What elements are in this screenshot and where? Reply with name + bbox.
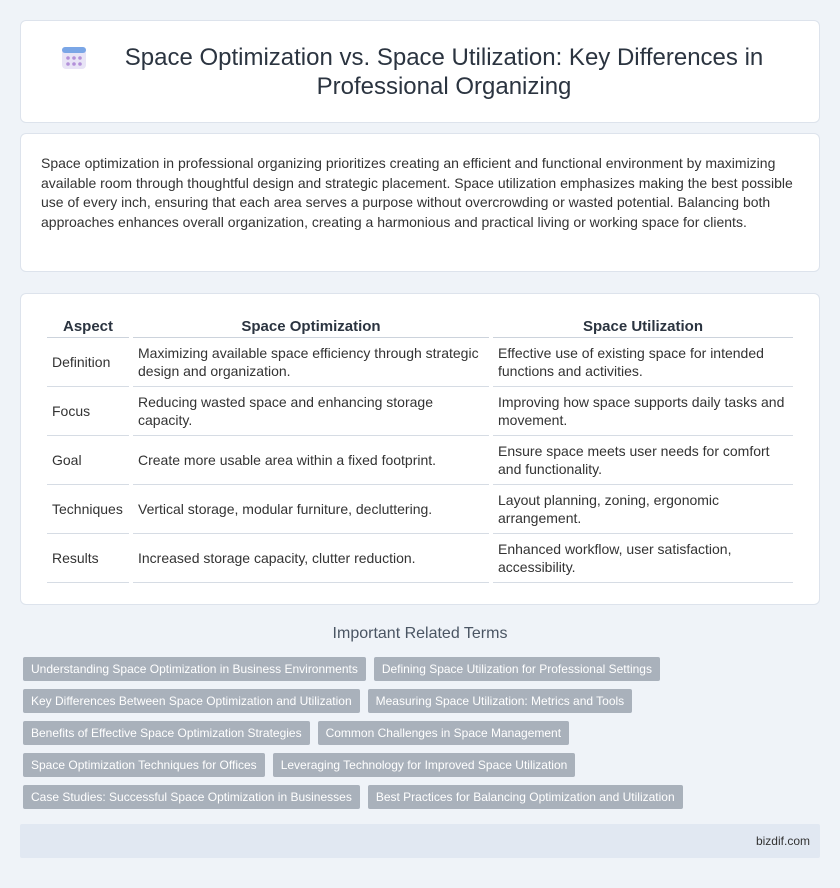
row-utilization: Enhanced workflow, user satisfaction, accessibility. (493, 534, 793, 583)
footer (20, 824, 820, 858)
related-term-tag[interactable]: Leveraging Technology for Improved Space Utilization (273, 753, 576, 777)
row-aspect: Definition (47, 338, 129, 387)
related-term-tag[interactable]: Benefits of Effective Space Optimization Strategies (23, 721, 310, 745)
table-header-row (47, 314, 793, 338)
header-aspect: Aspect (47, 314, 129, 338)
table-row (47, 436, 793, 485)
row-utilization: Effective use of existing space for intended functions and activities. (493, 338, 793, 387)
row-utilization: Ensure space meets user needs for comfort and functionality. (493, 436, 793, 485)
row-utilization: Layout planning, zoning, ergonomic arrangement. (493, 485, 793, 534)
row-optimization: Increased storage capacity, clutter reduction. (133, 534, 489, 583)
row-aspect: Focus (47, 387, 129, 436)
row-optimization: Maximizing available space efficiency through strategic design and organization. (133, 338, 489, 387)
comparison-table (43, 314, 797, 583)
page-title: Space Optimization vs. Space Utilization: Key Differences in Professional Organizing (124, 43, 764, 100)
related-term-tag[interactable]: Key Differences Between Space Optimization and Utilization (23, 689, 360, 713)
table-row (47, 338, 793, 387)
header-inner (21, 21, 819, 122)
row-utilization: Improving how space supports daily tasks and movement. (493, 387, 793, 436)
related-term-tag[interactable]: Case Studies: Successful Space Optimization in Businesses (23, 785, 360, 809)
table-row (47, 387, 793, 436)
related-terms-title: Important Related Terms (332, 625, 508, 642)
related-term-tag[interactable]: Space Optimization Techniques for Offices (23, 753, 265, 777)
related-term-tag[interactable]: Best Practices for Balancing Optimization and Utilization (368, 785, 683, 809)
row-aspect: Results (47, 534, 129, 583)
comparison-card (20, 293, 820, 605)
row-aspect: Goal (47, 436, 129, 485)
related-term-tag[interactable]: Common Challenges in Space Management (318, 721, 569, 745)
header-card (20, 20, 820, 123)
row-aspect: Techniques (47, 485, 129, 534)
table-row (47, 534, 793, 583)
header-space-utilization: Space Utilization (493, 314, 793, 338)
row-optimization: Create more usable area within a fixed footprint. (133, 436, 489, 485)
related-term-tag[interactable]: Understanding Space Optimization in Business Environments (23, 657, 366, 681)
related-term-tag[interactable]: Defining Space Utilization for Professional Settings (374, 657, 660, 681)
row-optimization: Vertical storage, modular furniture, decluttering. (133, 485, 489, 534)
calendar-grid-icon (61, 45, 87, 71)
related-terms-list (23, 657, 823, 817)
header-space-optimization: Space Optimization (133, 314, 489, 338)
table-row (47, 485, 793, 534)
row-optimization: Reducing wasted space and enhancing storage capacity. (133, 387, 489, 436)
intro-card (20, 133, 820, 272)
footer-site-link[interactable]: bizdif.com (755, 834, 810, 848)
related-term-tag[interactable]: Measuring Space Utilization: Metrics and Tools (368, 689, 633, 713)
intro-paragraph: Space optimization in professional organizing prioritizes creating an efficient and functional environment by maximizing available room through thoughtful design and strategic placement. Space utilization emphasizes making the best possible use of every inch, ensuring that each area serves a purpose without overcrowding or wasted potential. Balancing both approaches enhances overall organization, creating a harmonious and practical living or working space for clients. (41, 155, 793, 230)
